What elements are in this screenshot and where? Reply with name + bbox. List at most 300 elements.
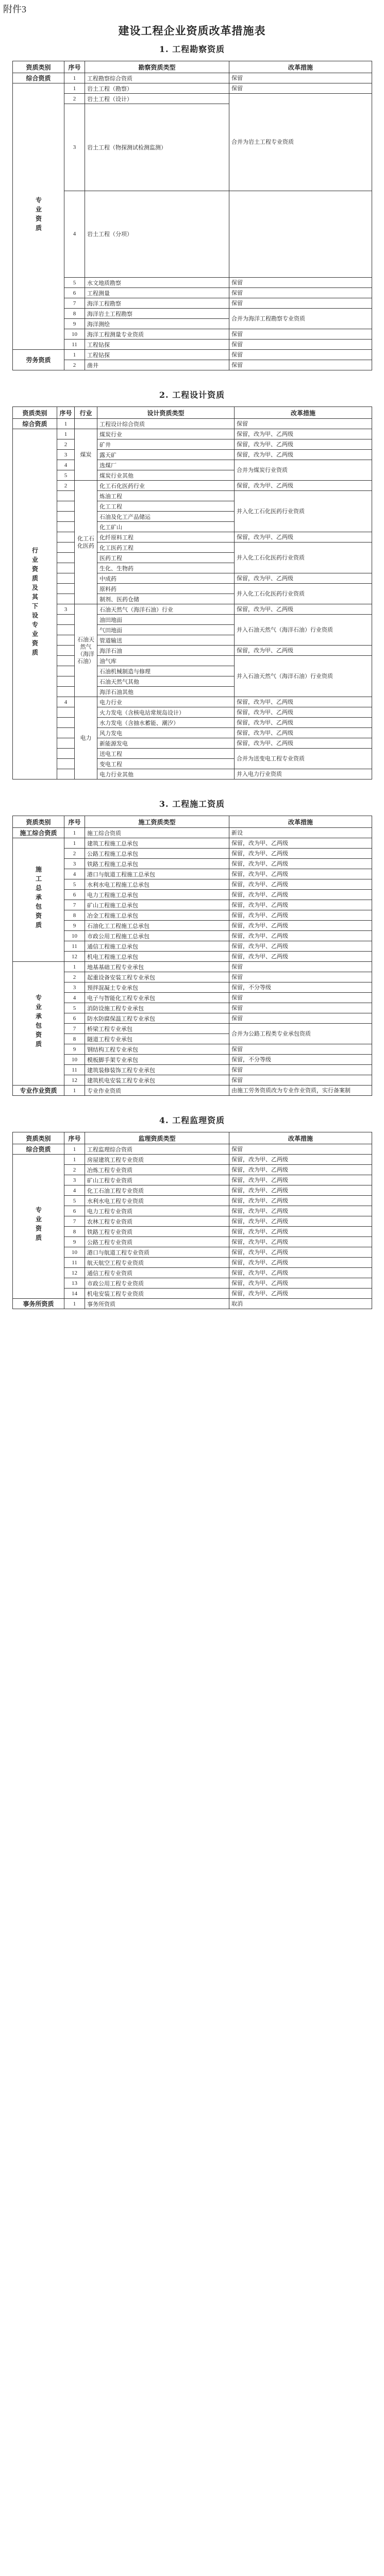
reform-measure: 保留 [229, 1075, 372, 1086]
reform-measure: 保留，改为甲、乙两级 [229, 1278, 372, 1289]
row-number: 2 [64, 360, 85, 370]
table-row [13, 1055, 372, 1065]
section-spacer [12, 370, 372, 384]
reform-measure: 保留，改为甲、乙两级 [229, 910, 372, 921]
reform-measure: 保留 [229, 1013, 372, 1024]
reform-measure: 保留，改为甲、乙两级 [229, 890, 372, 900]
qualification-name: 冶金工程施工总承包 [85, 910, 229, 921]
table-row [13, 1227, 372, 1237]
row-number [57, 759, 75, 769]
section-title: 2. 工程设计资质 [159, 390, 225, 400]
reform-measure: 并入石油天然气（海洋石油）行业资质 [235, 615, 372, 646]
row-number: 9 [64, 319, 85, 329]
table-row [13, 429, 372, 439]
table-row [13, 890, 372, 900]
reform-measure: 保留 [229, 83, 372, 94]
table-row [13, 749, 372, 759]
reform-measure: 保留 [229, 278, 372, 288]
reform-measure: 保留，改为甲、乙两级 [229, 1206, 372, 1216]
qualification-name: 电子与智能化工程专业承包 [85, 993, 229, 1003]
qualification-name: 岩土工程（物探测试检测监测） [85, 104, 229, 191]
qualification-name: 电力工程专业资质 [85, 1206, 229, 1216]
sections-container [12, 38, 372, 1323]
table-row [13, 1258, 372, 1268]
table-row [13, 728, 372, 738]
category-cell [13, 962, 64, 1086]
table-row [13, 191, 372, 278]
reform-measure: 并入化工石化医药行业资质 [235, 584, 372, 604]
qualification-name: 新能源发电 [97, 738, 235, 749]
section-survey [12, 38, 372, 384]
qualification-name: 水利水电工程专业资质 [85, 1196, 229, 1206]
table-row [13, 298, 372, 309]
qualification-name: 防水防腐保温工程专业承包 [85, 1013, 229, 1024]
row-number: 4 [64, 191, 85, 278]
qualification-name: 公路工程施工总承包 [85, 849, 229, 859]
qualification-name: 化工石油工程专业资质 [85, 1185, 229, 1196]
reform-measure: 并入石油天然气（海洋石油）行业资质 [235, 656, 372, 697]
row-number: 7 [64, 1024, 85, 1034]
table-row [13, 1065, 372, 1075]
qualification-name: 通信工程专业资质 [85, 1268, 229, 1278]
qualification-name: 石油机械制造与修理 [97, 666, 235, 676]
table-row [13, 769, 372, 779]
qualification-name: 建筑工程施工总承包 [85, 838, 229, 849]
row-number: 5 [64, 1196, 85, 1206]
qualification-name: 海洋工程测量专业资质 [85, 329, 229, 340]
row-number [57, 501, 75, 512]
row-number: 9 [64, 1044, 85, 1055]
reform-measure: 保留，改为甲、乙两级 [229, 1258, 372, 1268]
reform-measure: 保留 [229, 1044, 372, 1055]
qualification-name: 中成药 [97, 573, 235, 584]
qualification-name: 水文地质勘察 [85, 278, 229, 288]
row-number [57, 749, 75, 759]
reform-measure: 保留，改为甲、乙两级 [229, 1237, 372, 1247]
reform-measure: 保留 [229, 298, 372, 309]
row-number: 1 [57, 419, 75, 429]
qualification-name: 工程勘察综合资质 [85, 73, 229, 83]
row-number: 1 [64, 83, 85, 94]
row-number: 2 [57, 481, 75, 491]
qualification-name: 风力发电 [97, 728, 235, 738]
row-number [57, 676, 75, 687]
reform-measure: 保留，改为甲、乙两级 [229, 859, 372, 869]
row-number [57, 625, 75, 635]
table-row [13, 1024, 372, 1034]
row-number: 1 [64, 962, 85, 972]
reform-measure: 保留，改为甲、乙两级 [235, 697, 372, 707]
row-number [57, 635, 75, 646]
table-row [13, 1237, 372, 1247]
qualification-name: 海洋岩土工程勘察 [85, 309, 229, 319]
reform-measure: 保留，改为甲、乙两级 [229, 1155, 372, 1165]
category-cell [13, 350, 64, 370]
qualification-name: 矿山工程专业资质 [85, 1175, 229, 1185]
qualification-name: 石油及化工产品储运 [97, 512, 235, 522]
qualification-name: 煤炭行业 [97, 429, 235, 439]
section-spacer [12, 1096, 372, 1109]
qualification-name: 起重设备安装工程专业承包 [85, 972, 229, 982]
reform-measure: 保留，改为甲、乙两级 [235, 481, 372, 491]
category-cell [13, 419, 57, 429]
table-row [13, 460, 372, 470]
table-row [13, 900, 372, 910]
qualification-name: 冶炼工程专业资质 [85, 1165, 229, 1175]
qualification-name: 选煤厂 [97, 460, 235, 470]
qualification-name: 钢结构工程专业承包 [85, 1044, 229, 1055]
reform-measure: 保留，改为甲、乙两级 [229, 931, 372, 941]
qualification-name: 油气库 [97, 656, 235, 666]
table-row [13, 910, 372, 921]
table-row [13, 718, 372, 728]
row-number: 3 [57, 450, 75, 460]
reform-measure: 保留，改为甲、乙两级 [229, 952, 372, 962]
reform-measure: 保留 [229, 1144, 372, 1155]
reform-measure: 保留 [229, 1003, 372, 1013]
column-header: 改革措施 [229, 816, 372, 828]
qualification-name: 消防设施工程专业承包 [85, 1003, 229, 1013]
column-header: 施工资质类型 [85, 816, 229, 828]
row-number [57, 594, 75, 604]
section-title: 3. 工程施工资质 [159, 799, 225, 809]
table-row [13, 573, 372, 584]
reform-measure: 合并为送变电工程专业资质 [235, 749, 372, 769]
row-number [57, 666, 75, 676]
category-label: 综合资质 [26, 74, 51, 82]
table-row [13, 972, 372, 982]
table-row [13, 697, 372, 707]
qualification-name: 建筑机电安装工程专业承包 [85, 1075, 229, 1086]
section-spacer [12, 1309, 372, 1323]
table-row [13, 1086, 372, 1096]
row-number: 6 [64, 1013, 85, 1024]
table-row [13, 73, 372, 83]
reform-measure: 保留，改为甲、乙两级 [235, 738, 372, 749]
reform-measure: 保留，改为甲、乙两级 [229, 1268, 372, 1278]
row-number: 2 [64, 972, 85, 982]
construction-table [12, 816, 372, 1096]
qualification-name: 原料药 [97, 584, 235, 594]
column-header: 资质类别 [13, 407, 57, 419]
qualification-name: 化工医药工程 [97, 543, 235, 553]
table-row [13, 738, 372, 749]
category-label: 专业资质 [35, 1207, 42, 1244]
table-row [13, 1185, 372, 1196]
qualification-name: 房屋建筑工程专业资质 [85, 1155, 229, 1165]
category-label: 施工总承包资质 [35, 866, 42, 931]
column-header: 设计资质类型 [97, 407, 235, 419]
category-cell [13, 1144, 64, 1155]
row-number: 2 [64, 1165, 85, 1175]
qualification-name: 模板脚手架专业承包 [85, 1055, 229, 1065]
column-header: 资质类别 [13, 816, 64, 828]
row-number: 11 [64, 941, 85, 952]
qualification-name: 施工综合资质 [85, 828, 229, 838]
category-cell [13, 828, 64, 838]
row-number: 10 [64, 931, 85, 941]
row-number [57, 707, 75, 718]
row-number: 3 [64, 982, 85, 993]
reform-measure: 保留，改为甲、乙两级 [229, 849, 372, 859]
reform-measure: 保留，改为甲、乙两级 [235, 450, 372, 460]
table-row [13, 962, 372, 972]
qualification-name: 水利水电工程施工总承包 [85, 879, 229, 890]
row-number: 11 [64, 340, 85, 350]
category-cell [13, 73, 64, 83]
qualification-name: 海洋工程勘察 [85, 298, 229, 309]
reform-measure: 新设 [229, 828, 372, 838]
row-number: 5 [64, 1003, 85, 1013]
row-number: 11 [64, 1065, 85, 1075]
row-number: 1 [64, 828, 85, 838]
row-number: 7 [64, 1216, 85, 1227]
column-header: 序号 [64, 816, 85, 828]
industry-cell [75, 419, 97, 429]
section-spacer [12, 779, 372, 793]
reform-measure: 保留 [229, 962, 372, 972]
row-number: 12 [64, 1268, 85, 1278]
qualification-name: 管道输送 [97, 635, 235, 646]
qualification-name: 气田地面 [97, 625, 235, 635]
section-design [12, 384, 372, 793]
table-row [13, 309, 372, 319]
qualification-name: 市政公用工程施工总承包 [85, 931, 229, 941]
table-row [13, 921, 372, 931]
survey-table [12, 61, 372, 370]
qualification-name: 海洋石油其他 [97, 687, 235, 697]
category-cell [13, 1299, 64, 1309]
qualification-name: 市政公用工程专业资质 [85, 1278, 229, 1289]
reform-measure: 合并为公路工程类专业承包资质 [229, 1024, 372, 1044]
qualification-name: 油田地面 [97, 615, 235, 625]
qualification-name: 港口与航道工程专业资质 [85, 1247, 229, 1258]
reform-measure: 保留，改为甲、乙两级 [229, 1227, 372, 1237]
column-header: 改革措施 [235, 407, 372, 419]
industry-cell: 石油天然气（海洋石油） [75, 604, 97, 697]
qualification-name: 制剂、医药仓储 [97, 594, 235, 604]
section-title: 4. 工程监理资质 [159, 1115, 225, 1125]
qualification-name: 隧道工程专业承包 [85, 1034, 229, 1044]
qualification-name: 铁路工程施工总承包 [85, 859, 229, 869]
qualification-name: 变电工程 [97, 759, 235, 769]
row-number: 4 [64, 869, 85, 879]
category-label: 专业作业资质 [20, 1087, 57, 1094]
attachment-label: 附件3 [3, 4, 26, 14]
qualification-name: 桥梁工程专业承包 [85, 1024, 229, 1034]
table-row [13, 1268, 372, 1278]
row-number: 1 [64, 350, 85, 360]
reform-measure: 保留，改为甲、乙两级 [235, 718, 372, 728]
qualification-name: 航天航空工程专业资质 [85, 1258, 229, 1268]
reform-measure: 取消 [229, 1299, 372, 1309]
qualification-name: 专业作业资质 [85, 1086, 229, 1096]
qualification-name: 凿井 [85, 360, 229, 370]
row-number: 11 [64, 1258, 85, 1268]
qualification-name: 电力工程施工总承包 [85, 890, 229, 900]
row-number: 2 [64, 94, 85, 104]
row-number: 1 [64, 1144, 85, 1155]
column-header: 序号 [64, 61, 85, 73]
reform-measure: 保留，改为甲、乙两级 [229, 1175, 372, 1185]
reform-measure: 保留，改为甲、乙两级 [235, 429, 372, 439]
table-row [13, 1247, 372, 1258]
column-header: 行业 [75, 407, 97, 419]
table-row [13, 1003, 372, 1013]
table-row [13, 849, 372, 859]
row-number: 4 [64, 993, 85, 1003]
row-number [57, 543, 75, 553]
row-number [57, 512, 75, 522]
row-number: 1 [64, 838, 85, 849]
qualification-name: 地基基础工程专业承包 [85, 962, 229, 972]
row-number [57, 573, 75, 584]
qualification-name: 海洋测绘 [85, 319, 229, 329]
row-number [57, 687, 75, 697]
row-number: 13 [64, 1278, 85, 1289]
qualification-name: 港口与航道工程施工总承包 [85, 869, 229, 879]
row-number: 7 [64, 900, 85, 910]
qualification-name: 工程监理综合资质 [85, 1144, 229, 1155]
qualification-name: 工程测量 [85, 288, 229, 298]
column-header: 勘察资质类型 [85, 61, 229, 73]
qualification-name: 火力发电（含核电站常规岛设计） [97, 707, 235, 718]
qualification-name: 露天矿 [97, 450, 235, 460]
reform-measure: 保留，改为甲、乙两级 [229, 1165, 372, 1175]
row-number: 8 [64, 910, 85, 921]
row-number: 8 [64, 1227, 85, 1237]
reform-measure: 保留 [229, 972, 372, 982]
reform-measure: 保留，改为甲、乙两级 [229, 838, 372, 849]
row-number: 6 [64, 288, 85, 298]
qualification-name: 化工石化医药行业 [97, 481, 235, 491]
row-number [57, 563, 75, 573]
row-number: 9 [64, 921, 85, 931]
row-number: 3 [64, 1175, 85, 1185]
qualification-name: 化工矿山 [97, 522, 235, 532]
row-number: 10 [64, 1055, 85, 1065]
reform-measure: 保留 [235, 419, 372, 429]
category-label: 行业资质及其下设专业资质 [31, 547, 39, 658]
reform-measure: 保留，改为甲、乙两级 [235, 532, 372, 543]
qualification-name: 电力行业 [97, 697, 235, 707]
column-header: 监理资质类型 [85, 1132, 229, 1144]
table-row [13, 584, 372, 594]
row-number: 1 [64, 73, 85, 83]
reform-measure: 保留 [229, 329, 372, 340]
row-number [57, 646, 75, 656]
category-cell [13, 83, 64, 350]
qualification-name: 事务所资质 [85, 1299, 229, 1309]
row-number: 5 [64, 278, 85, 288]
qualification-name: 岩土工程（分项） [85, 191, 229, 278]
table-row [13, 543, 372, 553]
table-row [13, 439, 372, 450]
table-row [13, 1075, 372, 1086]
reform-measure: 保留，改为甲、乙两级 [235, 707, 372, 718]
qualification-name: 水力发电（含抽水蓄能、潮汐） [97, 718, 235, 728]
table-row [13, 707, 372, 718]
reform-measure: 保留，不分等级 [229, 982, 372, 993]
row-number: 4 [64, 1185, 85, 1196]
reform-measure: 保留，改为甲、乙两级 [229, 921, 372, 931]
row-number [57, 553, 75, 563]
qualification-name: 矿山工程施工总承包 [85, 900, 229, 910]
table-row [13, 360, 372, 370]
table-row [13, 646, 372, 656]
row-number: 6 [64, 1206, 85, 1216]
row-number [57, 718, 75, 728]
table-row [13, 982, 372, 993]
qualification-name: 工程钻探 [85, 340, 229, 350]
table-row [13, 879, 372, 890]
table-row [13, 329, 372, 340]
reform-measure: 保留，改为甲、乙两级 [235, 646, 372, 656]
table-row [13, 941, 372, 952]
table-row [13, 931, 372, 941]
column-header: 序号 [64, 1132, 85, 1144]
category-cell [13, 429, 57, 779]
column-header: 改革措施 [229, 61, 372, 73]
row-number: 12 [64, 952, 85, 962]
qualification-name: 铁路工程专业资质 [85, 1227, 229, 1237]
table-row [13, 828, 372, 838]
row-number [57, 584, 75, 594]
row-number: 1 [64, 1086, 85, 1096]
reform-measure: 保留，改为甲、乙两级 [235, 439, 372, 450]
reform-measure: 保留，改为甲、乙两级 [229, 941, 372, 952]
category-label: 事务所资质 [23, 1300, 54, 1308]
qualification-name: 生化、生物药 [97, 563, 235, 573]
row-number: 6 [64, 890, 85, 900]
row-number: 5 [64, 879, 85, 890]
table-row [13, 1289, 372, 1299]
row-number: 3 [57, 604, 75, 615]
row-number: 10 [64, 329, 85, 340]
table-row [13, 481, 372, 491]
qualification-name: 工程设计综合资质 [97, 419, 235, 429]
row-number: 2 [57, 439, 75, 450]
row-number [57, 532, 75, 543]
row-number [57, 728, 75, 738]
reform-measure: 保留，改为甲、乙两级 [229, 879, 372, 890]
qualification-name: 岩土工程（设计） [85, 94, 229, 104]
table-row [13, 450, 372, 460]
category-label: 综合资质 [26, 1145, 51, 1153]
reform-measure: 并入化工石化医药行业资质 [235, 491, 372, 532]
table-row [13, 350, 372, 360]
qualification-name: 海洋石油 [97, 646, 235, 656]
category-label: 施工综合资质 [20, 829, 57, 837]
qualification-name: 公路工程专业资质 [85, 1237, 229, 1247]
reform-measure: 保留 [229, 360, 372, 370]
section-supervision [12, 1109, 372, 1323]
reform-measure: 保留 [229, 73, 372, 83]
table-row [13, 1155, 372, 1165]
qualification-name: 石油化工工程施工总承包 [85, 921, 229, 931]
category-cell [13, 1155, 64, 1299]
qualification-name: 机电工程施工总承包 [85, 952, 229, 962]
qualification-name: 石油天然气其他 [97, 676, 235, 687]
page-title: 建设工程企业资质改革措施表 [118, 24, 266, 37]
table-row [13, 838, 372, 849]
reform-measure: 保留，改为甲、乙两级 [229, 1196, 372, 1206]
reform-measure: 保留，改为甲、乙两级 [229, 1289, 372, 1299]
qualification-name: 农林工程专业资质 [85, 1216, 229, 1227]
row-number: 1 [57, 429, 75, 439]
qualification-name: 矿井 [97, 439, 235, 450]
table-row [13, 1196, 372, 1206]
